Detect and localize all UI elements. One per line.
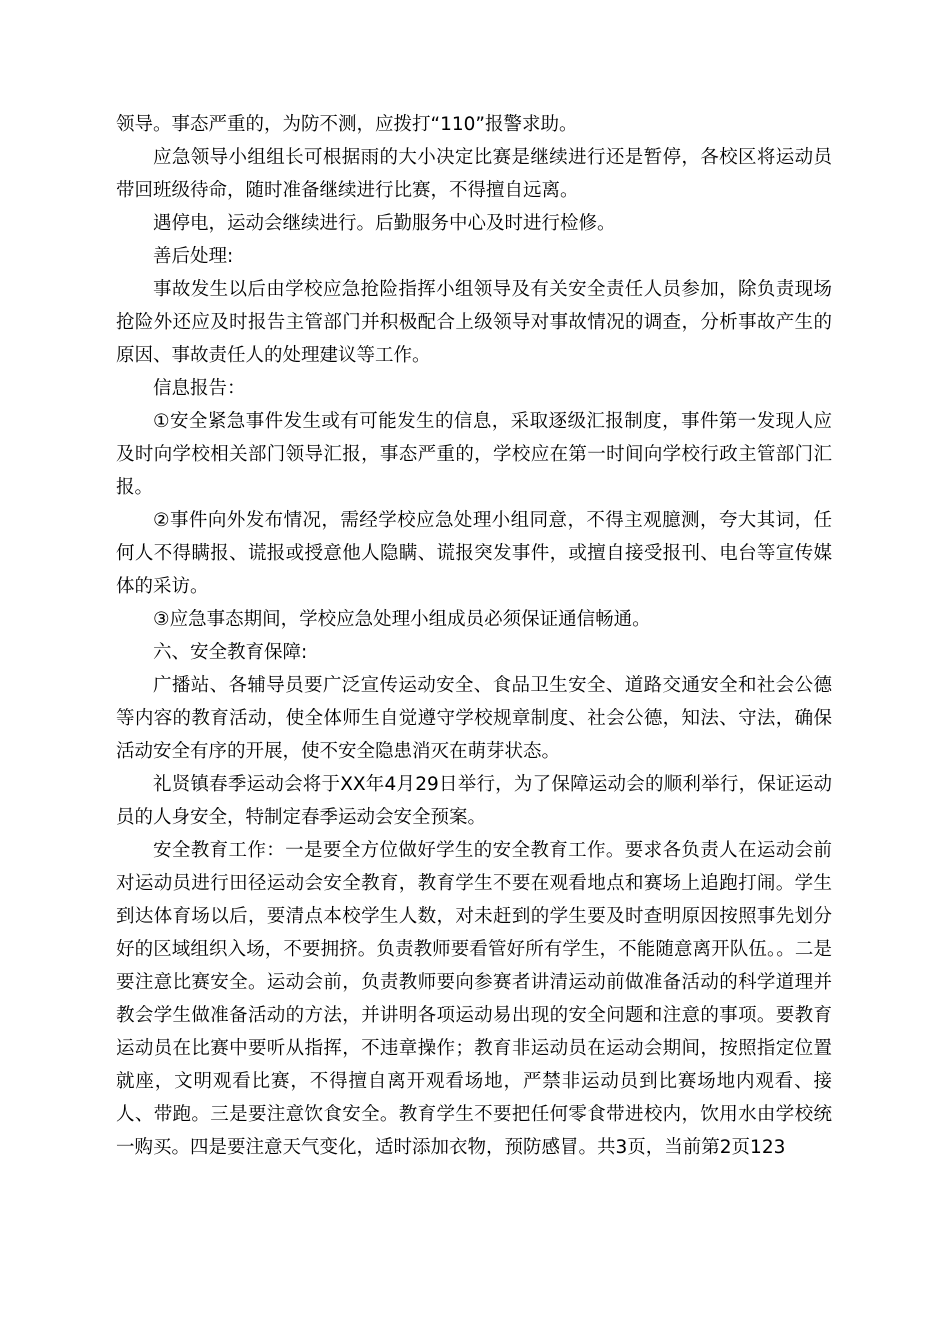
paragraph: ③应急事态期间，学校应急处理小组成员必须保证通信畅通。 [153,609,651,630]
section-heading: 善后处理: [153,246,234,267]
paragraph: 礼贤镇春季运动会将于XX年4月29日举行，为了保障运动会的顺利举行，保证运动员的人身安全，特制定春季运动会安全预案。 [116,774,832,828]
paragraph: 领导。事态严重的，为防不测，应拨打“110”报警求助。 [116,114,578,135]
document-body [116,108,832,1164]
paragraph: 事故发生以后由学校应急抢险指挥小组领导及有关安全责任人员参加，除负责现场抢险外还应及时报告主管部门并积极配合上级领导对事故情况的调查，分析事故产生的原因、事故责任人的处理建议等工作。 [116,279,832,366]
paragraph: 应急领导小组组长可根据雨的大小决定比赛是继续进行还是暂停，各校区将运动员带回班级待命，随时准备继续进行比赛，不得擅自远离。 [116,147,832,201]
section-heading: 信息报告： [153,378,246,399]
paragraph: 安全教育工作：一是要全方位做好学生的安全教育工作。要求各负责人在运动会前对运动员进行田径运动会安全教育，教育学生不要在观看地点和赛场上追跑打闹。学生到达体育场以后，要清点本校学生人数，对未赶到的学生要及时查明原因按照事先划分好的区域组织入场，不要拥挤。负责教师要看管好所有学生，不能随意离开队伍。。二是要注意比赛安全。运动会前，负责教师要向参赛者讲清运动前做准备活动的科学道理并教会学生做准备活动的方法，并讲明各项运动易出现的安全问题和注意的事项。要教育运动员在比赛中要听从指挥，不违章操作；教育非运动员在运动会期间，按照指定位置就座，文明观看比赛，不得擅自离开观看场地，严禁非运动员到比赛场地内观看、接人、带跑。三是要注意饮食安全。教育学生不要把任何零食带进校内，饮用水由学校统一购买。四是要注意天气变化，适时添加衣物，预防感冒。共3页，当前第2页123 [116,840,832,1158]
paragraph: 遇停电，运动会继续进行。后勤服务中心及时进行检修。 [153,213,616,234]
paragraph: ①安全紧急事件发生或有可能发生的信息，采取逐级汇报制度，事件第一发现人应及时向学校相关部门领导汇报，事态严重的，学校应在第一时间向学校行政主管部门汇报。 [116,411,832,498]
paragraph: 广播站、各辅导员要广泛宣传运动安全、食品卫生安全、道路交通安全和社会公德等内容的教育活动，使全体师生自觉遵守学校规章制度、社会公德，知法、守法，确保活动安全有序的开展，使不安全隐患消灭在萌芽状态。 [116,675,832,762]
section-heading: 六、安全教育保障: [153,642,308,663]
paragraph: ②事件向外发布情况，需经学校应急处理小组同意，不得主观臆测，夸大其词，任何人不得瞒报、谎报或授意他人隐瞒、谎报突发事件，或擅自接受报刊、电台等宣传媒体的采访。 [116,510,832,597]
